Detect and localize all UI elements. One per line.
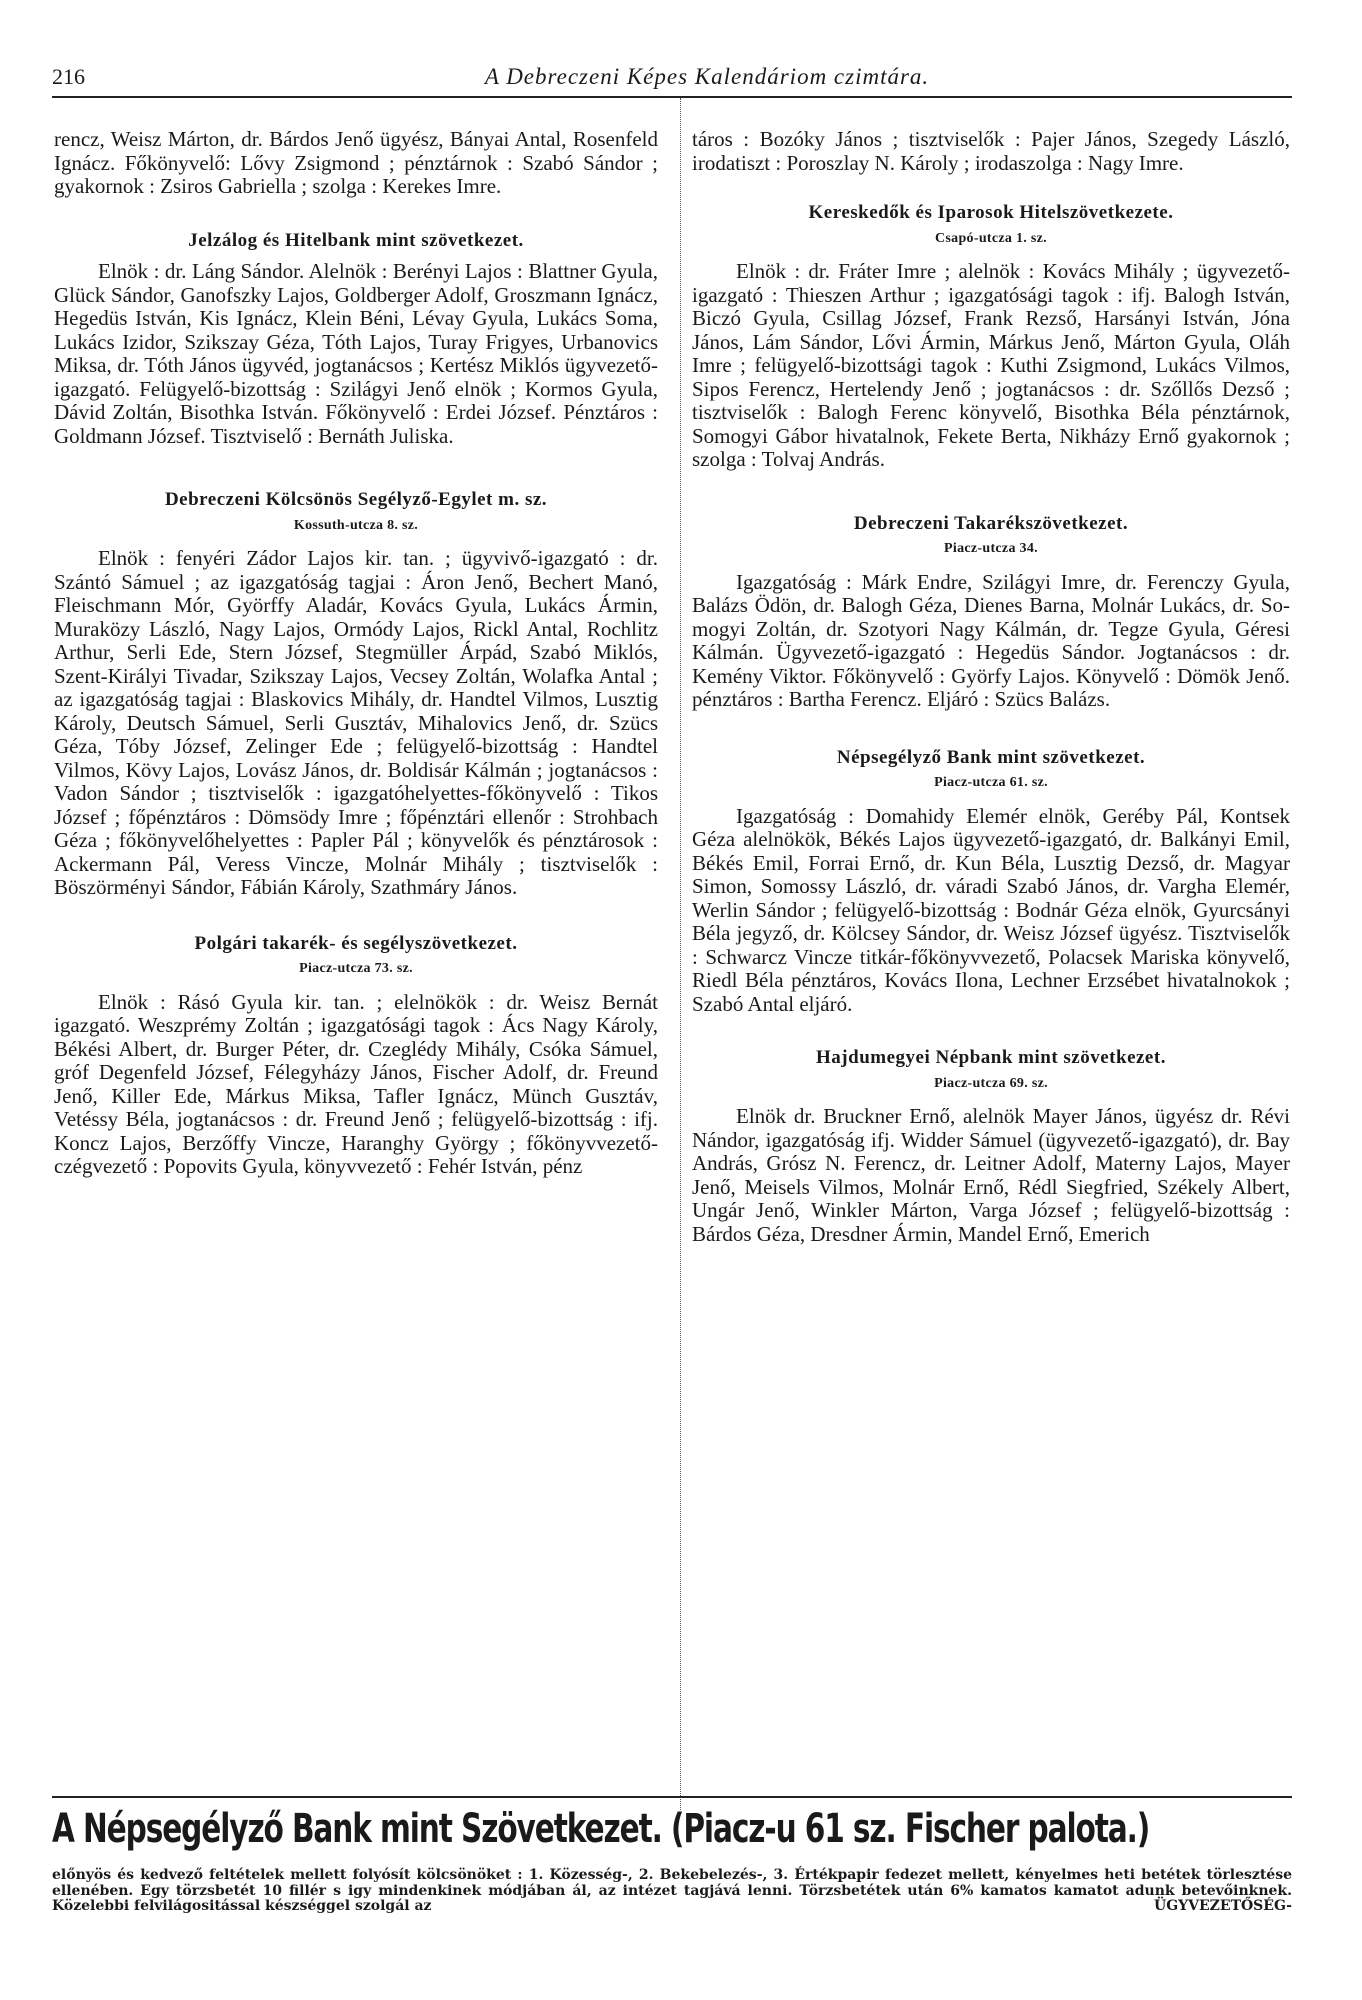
section-nepsegelyzo-bank [692, 746, 1290, 1017]
section-body: Igazgatóság : Márk Endre, Szilágyi Imre, dr. Ferenczy Gyula, Balázs Ödön, dr. Balogh Géza, Dienes Barna, Molnár Lukács, dr. Somogyi Zoltán, dr. Szotyori Nagy Kálmán, dr. Tegze Gyula, Géresi Kálmán. Ügyvezető-igazgató : Hegedüs Sándor. Jogtanácsos : dr. Kemény Viktor. Főkönyvelő : Györfy Lajos. Könyvelő : Dömök Jenő. pénztáros : Bartha Ferencz. Eljáró : Szücs Balázs. [692, 569, 1290, 711]
section-body: Elnök dr. Bruckner Ernő, alelnök Mayer János, ügyész dr. Révi Nándor, igazgatóság ifj. Widder Sámuel (ügyvezető-igazgató), dr. Bay András, Grósz N. Ferencz, dr. Leitner Adolf, Materny Lajos, Mayer Jenő, Meisels Vilmos, Molnár Ernő, Rédl Siegfried, Székely Albert, Ungár Jenő, Winkler Márton, Varga József ; felügyelő-bizottság : Bárdos Géza, Dresdner Ármin, Mandel Ernő, Emerich [692, 1104, 1290, 1246]
section-body: Elnök : Rásó Gyula kir. tan. ; elelnökök : dr. Weisz Bernát igazgató. Weszprémy Zoltán ; igazgatósági tagok : Ács Nagy Károly, Békési Albert, dr. Burger Péter, dr. Czeglédy Mihály, Csóka Sámuel, gróf Degenfeld József, Félegyházy János, Fischer Adolf, dr. Freund Jenő, Killer Ede, Márkus Miksa, Tafler Ignácz, Münch Gusztáv, Vetéssy Béla, jogtanácsos : dr. Freund Jenő ; felügyelő-bizottság : ifj. Koncz Lajos, Berzőffy Vincze, Haranghy György ; főkönyvvezető-czégvezető : Popovits Gyula, könyvvezető : Fehér István, pénz [54, 989, 658, 1178]
section-address: Piacz-utcza 73. sz. [299, 961, 413, 976]
section-title: Népsegélyző Bank mint szövetkezet. [836, 746, 1146, 768]
advertisement-title: A Népsegélyző Bank mint Szövetkezet. (Piacz-u 61 sz. Fischer palota.) [52, 1806, 1150, 1852]
section-takarekszovetkezet [692, 512, 1290, 712]
section-title: Debreczeni Takarékszövetkezet. [853, 512, 1129, 534]
section-title: Debreczeni Kölcsönös Segélyző-Egylet m. sz. [164, 489, 548, 510]
section-kereskedok-iparosok [692, 201, 1290, 472]
continuation-paragraph: táros : Bozóky János ; tisztviselők : Pajer János, Szegedy László, irodatiszt : Poroszlay N. Károly ; irodaszolga : Nagy Imre. [692, 127, 1290, 175]
header-rule [52, 96, 1292, 98]
running-title: A Debreczeni Képes Kalendáriom czimtára. [484, 64, 930, 89]
section-title: Jelzálog és Hitelbank mint szövetkezet. [188, 229, 524, 251]
advertisement-body [52, 1868, 1292, 1915]
section-polgari-takarek [54, 932, 658, 1179]
advertisement-rule [52, 1796, 1292, 1798]
continuation-paragraph: rencz, Weisz Márton, dr. Bárdos Jenő ügyész, Bányai Antal, Rosenfeld Ignácz. Főkönyvelő: Lővy Zsigmond ; pénztárnok : Szabó Sándor ; gyakornok : Zsiros Gabriella ; szolga : Kerekes Imre. [54, 127, 658, 198]
left-column [54, 128, 658, 1179]
page-number: 216 [52, 64, 85, 89]
section-address: Piacz-utcza 61. sz. [934, 775, 1048, 790]
section-kolcsonos-segelyzo [54, 488, 658, 900]
section-body: Elnök : dr. Láng Sándor. Alelnök : Berényi Lajos : Blattner Gyula, Glück Sándor, Ganofszky Lajos, Goldberger Adolf, Groszmann Ignácz, Hegedüs István, Kis Ignácz, Klein Béni, Lévay Gyula, Lukács Soma, Lukács Izidor, Szikszay Géza, Tóth Lajos, Turay Frigyes, Urbanovics Miksa, dr. Tóth János ügyvéd, jogtanácsos ; Kertész Miklós ügyvezető-igazgató. Felügyelő-bizottság : Szilágyi Jenő elnök ; Kormos Gyula, Dávid Zoltán, Bisothka István. Főkönyvelő : Erdei József. Pénztáros : Goldmann József. Tisztviselő : Bernáth Juliska. [54, 259, 658, 448]
advertisement-signature: ÜGYVEZETŐSÉG- [1153, 1898, 1292, 1914]
section-address: Piacz-utcza 69. sz. [934, 1075, 1048, 1091]
section-jelzalog [54, 229, 658, 449]
page-header [52, 60, 1292, 96]
section-body: Elnök : fenyéri Zádor Lajos kir. tan. ; ügyvivő-igazgató : dr. Szántó Sámuel ; az igazgatóság tagjai : Áron Jenő, Bechert Manó, Fleischmann Mór, Györffy Aladár, Kovács Gyula, Lukács Ármin, Muraközy László, Nagy Lajos, Ormódy Lajos, Rickl Antal, Rochlitz Arthur, Serli Ede, Stern József, Stegmüller Árpád, Szabó Miklós, Szent-Királyi Tivadar, Szikszay Lajos, Vecsey Zoltán, Wolafka Antal ; az igazgatóság tagjai : Blaskovics Mihály, dr. Handtel Vilmos, Lusztig Károly, Deutsch Sámuel, Serli Gusztáv, Mihalovics Jenő, dr. Szücs Géza, Tóby József, Zelinger Ede ; felügyelő-bizottság : Handtel Vilmos, Kövy Lajos, Lovász János, dr. Boldisár Kálmán ; jogtanácsos : Vadon Sándor ; tisztviselők : igazgatóhelyettes-főkönyvelő : Tikos József ; főpénztáros : Dömsödy Imre ; főpénztári ellenőr : Strohbach Géza ; főkönyvelőhelyettes : Papler Pál ; könyvelők és pénztárosok : Ackermann Pál, Veress Vincze, Molnár Mihály ; tisztviselők : Böszörményi Sándor, Fábián Károly, Szathmáry János. [54, 546, 658, 899]
section-body: Igazgatóság : Domahidy Elemér elnök, Geréby Pál, Kontsek Géza alelnökök, Békés Lajos ügyvezető-igazgató, dr. Balkányi Emil, Békés Emil, Forrai Ernő, dr. Kun Béla, Lusztig Dezső, dr. Magyar Simon, Somossy László, dr. váradi Szabó János, dr. Vargha Elemér, Werlin Sándor ; felügyelő-bizottság : Bodnár Géza elnök, Gyurcsányi Béla jegyző, dr. Kölcsey Sándor, dr. Weisz József ügyész. Tisztviselők : Schwarcz Vincze titkár-főkönyvvezető, Polacsek Mariska könyvelő, Riedl Béla pénztáros, Kovács Ilona, Lechner Erzsébet hivatalnokok ; Szabó Antal eljáró. [692, 803, 1290, 1016]
column-divider [680, 98, 681, 1810]
section-address: Kossuth-utcza 8. sz. [293, 517, 419, 533]
section-title: Hajdumegyei Népbank mint szövetkezet. [816, 1047, 1166, 1068]
section-body: Elnök : dr. Fráter Imre ; alelnök : Kovács Mihály ; ügyvezető-igazgató : Thieszen Arthur ; igazgatósági tagok : ifj. Balogh István, Biczó Gyula, Csillag József, Frank Rezső, Harsányi István, Jóna János, Lám Sándor, Lővi Ármin, Márkus Jenő, Márton Gyula, Oláh Imre ; felügyelő-bizottsági tagok : Kuthi Zsigmond, Lukács Vilmos, Sipos Ferencz, Hertelendy Jenő ; jogtanácsos : dr. Szőllős Dezső ; tisztviselők : Balogh Ferenc könyvelő, Bisothka Béla pénztárnok, Somogyi Gábor hivatalnok, Fekete Berta, Nikházy Ernő gyakornok ; szolga : Tolvaj András. [692, 259, 1290, 471]
advertisement-text: előnyös és kedvező feltételek mellett folyósít kölcsönöket : 1. Közesség-, 2. Bekebelezés-, 3. Értékpapir fedezet mellett, kényelmes heti betétek törlesztése ellenében. Egy törzsbetét 10 fillér s igy mindenkinek módjában ál, az intézet tagjává lenni. Törzsbetétek után 6% kamatos kamatot adunk betevőinknek. Közelebbi felvilágositással készséggel szolgál az [52, 1867, 1292, 1914]
section-title: Polgári takarék- és segélyszövetkezet. [194, 932, 518, 954]
right-column [692, 128, 1290, 1246]
section-hajdumegyei-nepbank [692, 1046, 1290, 1246]
section-address: Piacz-utcza 34. [944, 541, 1038, 556]
section-address: Csapó-utcza 1. sz. [935, 230, 1047, 246]
section-title: Kereskedők és Iparosok Hitelszövetkezete. [808, 202, 1174, 223]
